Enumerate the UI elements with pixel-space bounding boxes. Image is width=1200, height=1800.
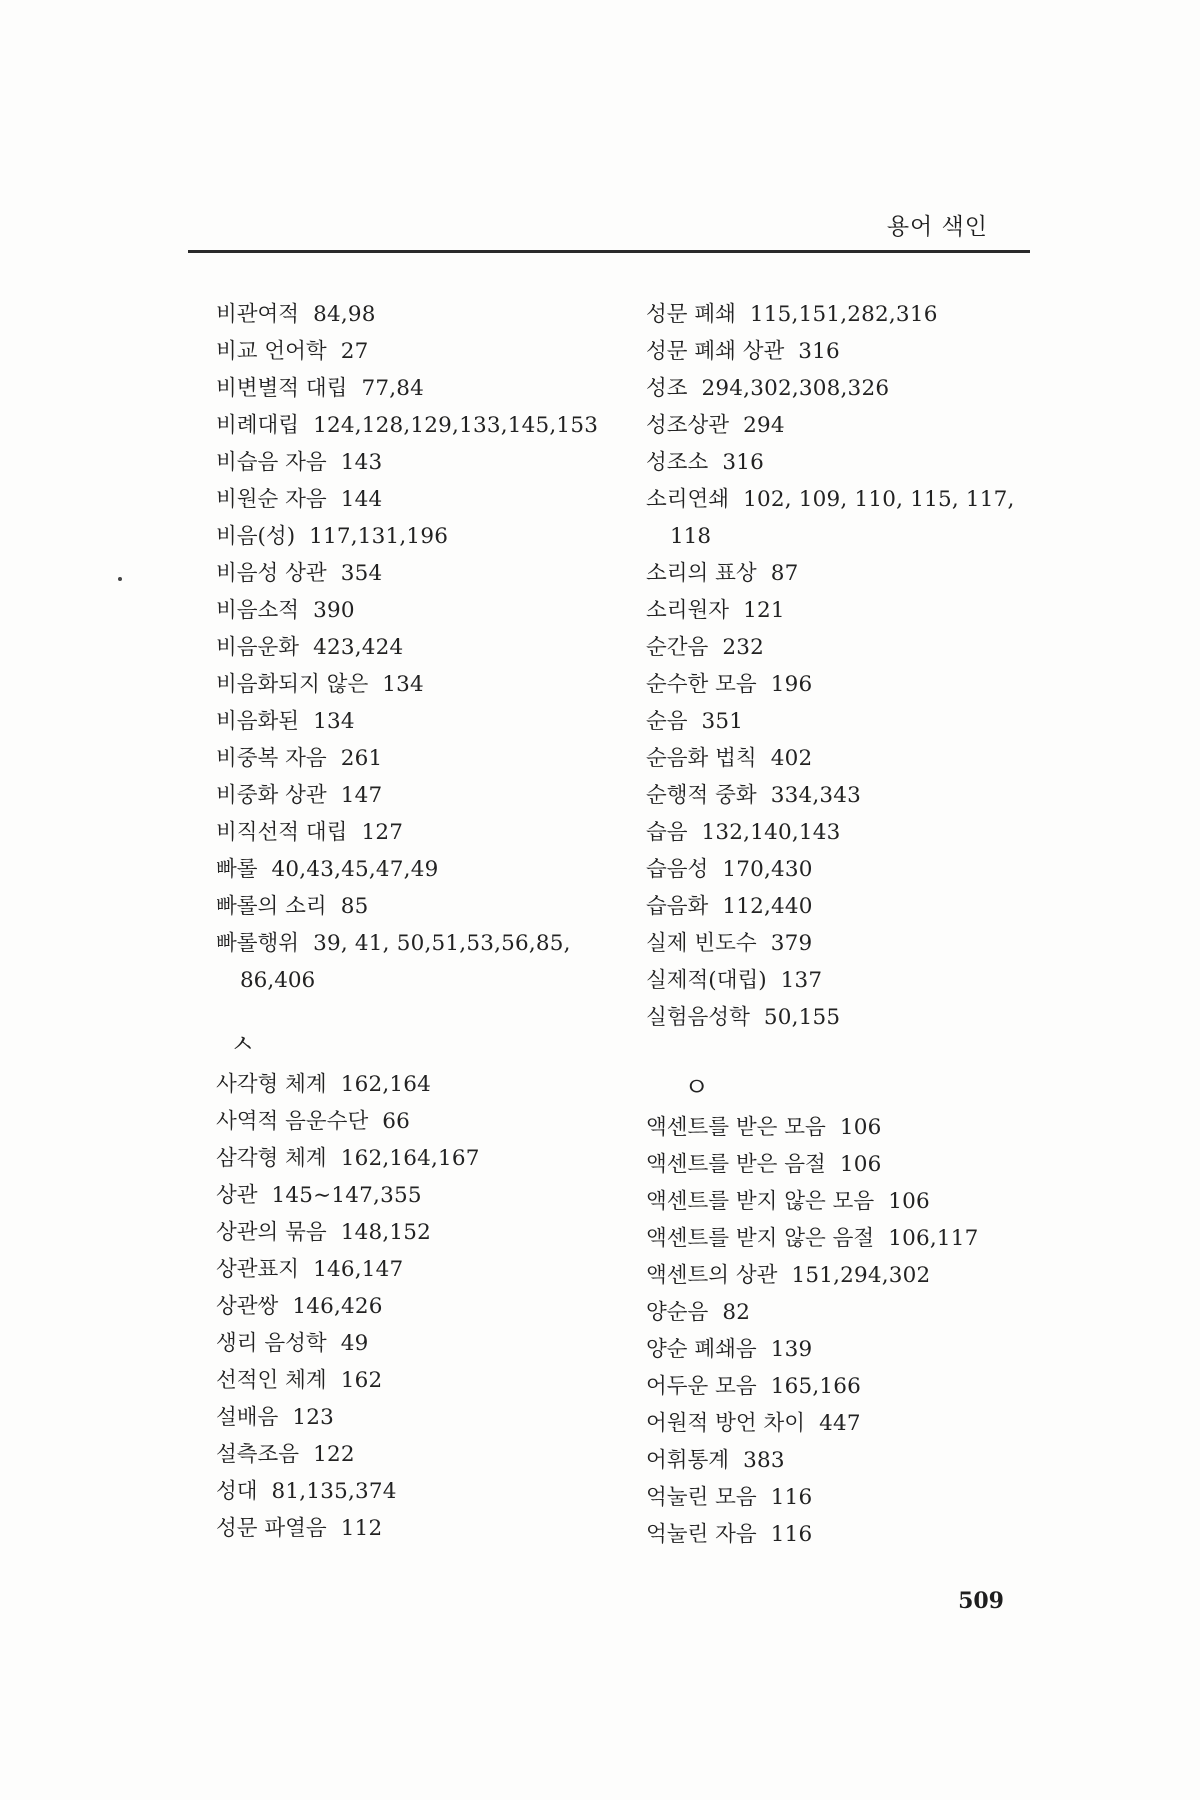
index-page-refs: 383 [743, 1448, 785, 1473]
index-entry [216, 1436, 636, 1473]
index-entry [646, 1516, 1046, 1553]
index-term: 비중복 자음 [216, 746, 327, 771]
index-term: 생리 음성학 [216, 1331, 327, 1356]
index-entry [216, 703, 636, 740]
index-page-refs: 127 [361, 820, 404, 845]
index-entry [216, 888, 636, 925]
index-term: 상관쌍 [216, 1294, 279, 1319]
index-entry [216, 1362, 636, 1399]
section-heading-ieung: ㅇ [684, 1073, 710, 1103]
index-term: 소리연쇄 [646, 487, 730, 512]
index-term: 성문 폐쇄 상관 [646, 339, 785, 364]
index-term: 액센트를 받은 음절 [646, 1152, 826, 1177]
index-page-refs: 77,84 [361, 376, 425, 401]
index-term: 비음성 상관 [216, 561, 327, 586]
index-term: 성문 폐쇄 [646, 302, 736, 327]
index-term: 소리원자 [646, 598, 730, 623]
index-entry [216, 1103, 636, 1140]
index-term: 액센트를 받은 모음 [646, 1115, 826, 1140]
index-page-refs: 117,131,196 [309, 524, 449, 549]
index-page-refs: 146,147 [313, 1257, 404, 1282]
running-header: 용어 색인 [886, 214, 988, 240]
index-term: 실제 빈도수 [646, 931, 757, 956]
index-page-refs: 84,98 [313, 302, 376, 327]
index-term: 성조상관 [646, 413, 730, 438]
index-term: 성대 [216, 1479, 258, 1504]
index-term: 비중화 상관 [216, 783, 327, 808]
index-page-refs: 121 [743, 598, 785, 623]
index-page-refs: 294 [743, 413, 785, 438]
index-page-refs: 112 [340, 1516, 383, 1541]
index-page-refs: 196 [770, 672, 813, 697]
print-speck [118, 577, 122, 581]
index-page-refs: 116 [770, 1522, 813, 1547]
index-entry [646, 925, 1046, 962]
index-page-refs: 316 [722, 450, 764, 475]
index-term: 액센트를 받지 않은 모음 [646, 1189, 875, 1214]
index-entry [646, 1442, 1046, 1479]
index-entry [646, 629, 1046, 666]
index-page-refs: 146,426 [292, 1294, 383, 1319]
index-entry-continuation: 118 [670, 524, 712, 549]
index-entry [646, 814, 1046, 851]
index-entry [216, 333, 636, 370]
index-term: 설배음 [216, 1405, 279, 1430]
index-group-s [216, 1066, 636, 1547]
index-group-s-cont-b [646, 555, 1046, 1036]
index-term: 사각형 체계 [216, 1072, 327, 1097]
index-term: 순행적 중화 [646, 783, 757, 808]
index-term: 실험음성학 [646, 1005, 750, 1030]
index-term: 상관표지 [216, 1257, 300, 1282]
index-entry [216, 1510, 636, 1547]
index-page-refs: 162,164 [340, 1072, 431, 1097]
index-term: 선적인 체계 [216, 1368, 327, 1393]
index-page-refs: 106 [888, 1189, 930, 1214]
index-page-refs: 147 [340, 783, 383, 808]
index-page-refs: 134 [382, 672, 424, 697]
index-term: 사역적 음운수단 [216, 1109, 369, 1134]
index-entry [216, 444, 636, 481]
index-page-refs: 106,117 [888, 1226, 979, 1251]
section-heading-siot: ㅅ [230, 1030, 256, 1060]
index-page-refs: 232 [722, 635, 764, 660]
index-page-refs: 134 [313, 709, 355, 734]
index-entry [646, 1257, 1046, 1294]
index-term: 상관의 묶음 [216, 1220, 327, 1245]
index-entry [646, 777, 1046, 814]
index-page-refs: 81,135,374 [271, 1479, 397, 1504]
index-entry [646, 1294, 1046, 1331]
index-page-refs: 39, 41, 50,51,53,56,85, [313, 931, 571, 956]
index-group-o [646, 1109, 1046, 1553]
index-page-refs: 334,343 [770, 783, 861, 808]
index-entry [216, 1140, 636, 1177]
index-page-refs: 122 [313, 1442, 355, 1467]
index-page-refs: 447 [819, 1411, 861, 1436]
index-entry [216, 592, 636, 629]
index-page-refs: 85 [340, 894, 369, 919]
index-entry [646, 962, 1046, 999]
index-term: 습음화 [646, 894, 709, 919]
index-term: 비음운화 [216, 635, 300, 660]
index-term: 액센트를 받지 않은 음절 [646, 1226, 875, 1251]
index-page-refs: 115,151,282,316 [749, 302, 938, 327]
index-page-refs: 132,140,143 [701, 820, 841, 845]
index-entry-continuation: 86,406 [240, 968, 316, 993]
index-entry [646, 407, 1046, 444]
index-term: 비교 언어학 [216, 339, 327, 364]
index-term: 성조소 [646, 450, 709, 475]
index-entry [646, 1183, 1046, 1220]
index-entry [216, 1325, 636, 1362]
index-page-refs: 354 [340, 561, 383, 586]
index-page-refs: 66 [382, 1109, 410, 1134]
index-page-refs: 116 [770, 1485, 813, 1510]
index-page-refs: 40,43,45,47,49 [271, 857, 439, 882]
index-term: 순음화 법칙 [646, 746, 757, 771]
index-page-refs: 144 [340, 487, 383, 512]
index-term: 빠롤 [216, 857, 258, 882]
index-term: 습음성 [646, 857, 709, 882]
index-entry [216, 370, 636, 407]
index-entry [646, 333, 1046, 370]
index-page-refs: 50,155 [763, 1005, 841, 1030]
index-entry [216, 629, 636, 666]
index-page-refs: 151,294,302 [791, 1263, 931, 1288]
index-term: 순수한 모음 [646, 672, 757, 697]
index-group-b [216, 296, 636, 962]
index-entry [646, 740, 1046, 777]
index-term: 성조 [646, 376, 688, 401]
index-term: 어두운 모음 [646, 1374, 757, 1399]
index-entry [216, 1251, 636, 1288]
index-entry [646, 1368, 1046, 1405]
index-term: 양순음 [646, 1300, 709, 1325]
index-page-refs: 49 [340, 1331, 369, 1356]
index-entry [646, 1331, 1046, 1368]
index-term: 성문 파열음 [216, 1516, 327, 1541]
index-entry [646, 999, 1046, 1036]
page-number: 509 [958, 1588, 1004, 1614]
index-page-refs: 402 [770, 746, 813, 771]
index-entry [646, 1109, 1046, 1146]
index-entry [216, 1399, 636, 1436]
index-entry [216, 1066, 636, 1103]
index-term: 비변별적 대립 [216, 376, 348, 401]
index-term: 어원적 방언 차이 [646, 1411, 806, 1436]
index-entry [646, 1405, 1046, 1442]
index-term: 비음화되지 않은 [216, 672, 369, 697]
index-entry [646, 370, 1046, 407]
index-term: 실제적(대립) [646, 968, 767, 993]
index-entry [216, 518, 636, 555]
index-page-refs: 162,164,167 [340, 1146, 480, 1171]
index-entry [216, 925, 636, 962]
index-page-refs: 87 [770, 561, 799, 586]
index-entry [646, 444, 1046, 481]
index-entry [646, 296, 1046, 333]
index-entry [216, 296, 636, 333]
index-entry [216, 481, 636, 518]
header-rule [188, 250, 1030, 253]
index-entry [646, 851, 1046, 888]
index-entry [646, 1146, 1046, 1183]
index-page-refs: 143 [340, 450, 383, 475]
index-column-right [646, 296, 1046, 1553]
index-page-refs: 145∼147,355 [271, 1183, 422, 1208]
index-page-refs: 27 [340, 339, 369, 364]
index-term: 순음 [646, 709, 688, 734]
index-entry [646, 888, 1046, 925]
index-term: 비음화된 [216, 709, 300, 734]
index-term: 설측조음 [216, 1442, 300, 1467]
index-page-refs: 112,440 [722, 894, 813, 919]
index-entry [216, 1214, 636, 1251]
index-entry [216, 1473, 636, 1510]
index-page-refs: 170,430 [722, 857, 813, 882]
index-entry [216, 777, 636, 814]
index-page-refs: 82 [722, 1300, 751, 1325]
index-page-refs: 294,302,308,326 [701, 376, 890, 401]
index-term: 소리의 표상 [646, 561, 757, 586]
index-entry [646, 481, 1046, 518]
index-page-refs: 123 [292, 1405, 334, 1430]
index-page-refs: 261 [340, 746, 383, 771]
index-entry [216, 1288, 636, 1325]
index-term: 빠롤행위 [216, 931, 300, 956]
index-entry [646, 666, 1046, 703]
index-page-refs: 390 [313, 598, 355, 623]
index-page-refs: 106 [839, 1115, 882, 1140]
index-entry [646, 592, 1046, 629]
index-page-refs: 106 [839, 1152, 882, 1177]
index-entry [216, 740, 636, 777]
index-term: 어휘통계 [646, 1448, 730, 1473]
index-page-refs: 165,166 [770, 1374, 861, 1399]
index-term: 순간음 [646, 635, 709, 660]
index-entry [646, 555, 1046, 592]
index-term: 비음(성) [216, 524, 296, 549]
index-term: 비례대립 [216, 413, 300, 438]
index-entry [216, 851, 636, 888]
index-entry [216, 814, 636, 851]
index-page-refs: 124,128,129,133,145,153 [313, 413, 599, 438]
index-entry [216, 407, 636, 444]
index-entry [646, 1220, 1046, 1257]
index-term: 습음 [646, 820, 688, 845]
index-page-refs: 102, 109, 110, 115, 117, [743, 487, 1015, 512]
index-term: 억눌린 자음 [646, 1522, 757, 1547]
index-term: 액센트의 상관 [646, 1263, 778, 1288]
index-page-refs: 423,424 [313, 635, 404, 660]
index-term: 비원순 자음 [216, 487, 327, 512]
index-term: 삼각형 체계 [216, 1146, 327, 1171]
index-term: 상관 [216, 1183, 258, 1208]
index-page-refs: 379 [770, 931, 813, 956]
index-term: 빠롤의 소리 [216, 894, 327, 919]
index-term: 양순 폐쇄음 [646, 1337, 757, 1362]
index-entry [646, 1479, 1046, 1516]
index-page-refs: 139 [770, 1337, 813, 1362]
index-term: 억눌린 모음 [646, 1485, 757, 1510]
index-term: 비습음 자음 [216, 450, 327, 475]
index-column-left [216, 296, 636, 1547]
index-page-refs: 162 [340, 1368, 383, 1393]
index-entry [216, 666, 636, 703]
index-entry [216, 555, 636, 592]
index-page-refs: 148,152 [340, 1220, 431, 1245]
index-entry [216, 1177, 636, 1214]
index-page-refs: 137 [780, 968, 823, 993]
index-term: 비관여적 [216, 302, 300, 327]
index-page-refs: 316 [798, 339, 840, 364]
index-term: 비직선적 대립 [216, 820, 348, 845]
index-page-refs: 351 [701, 709, 744, 734]
index-entry [646, 703, 1046, 740]
index-term: 비음소적 [216, 598, 300, 623]
index-group-s-cont-a [646, 296, 1046, 518]
